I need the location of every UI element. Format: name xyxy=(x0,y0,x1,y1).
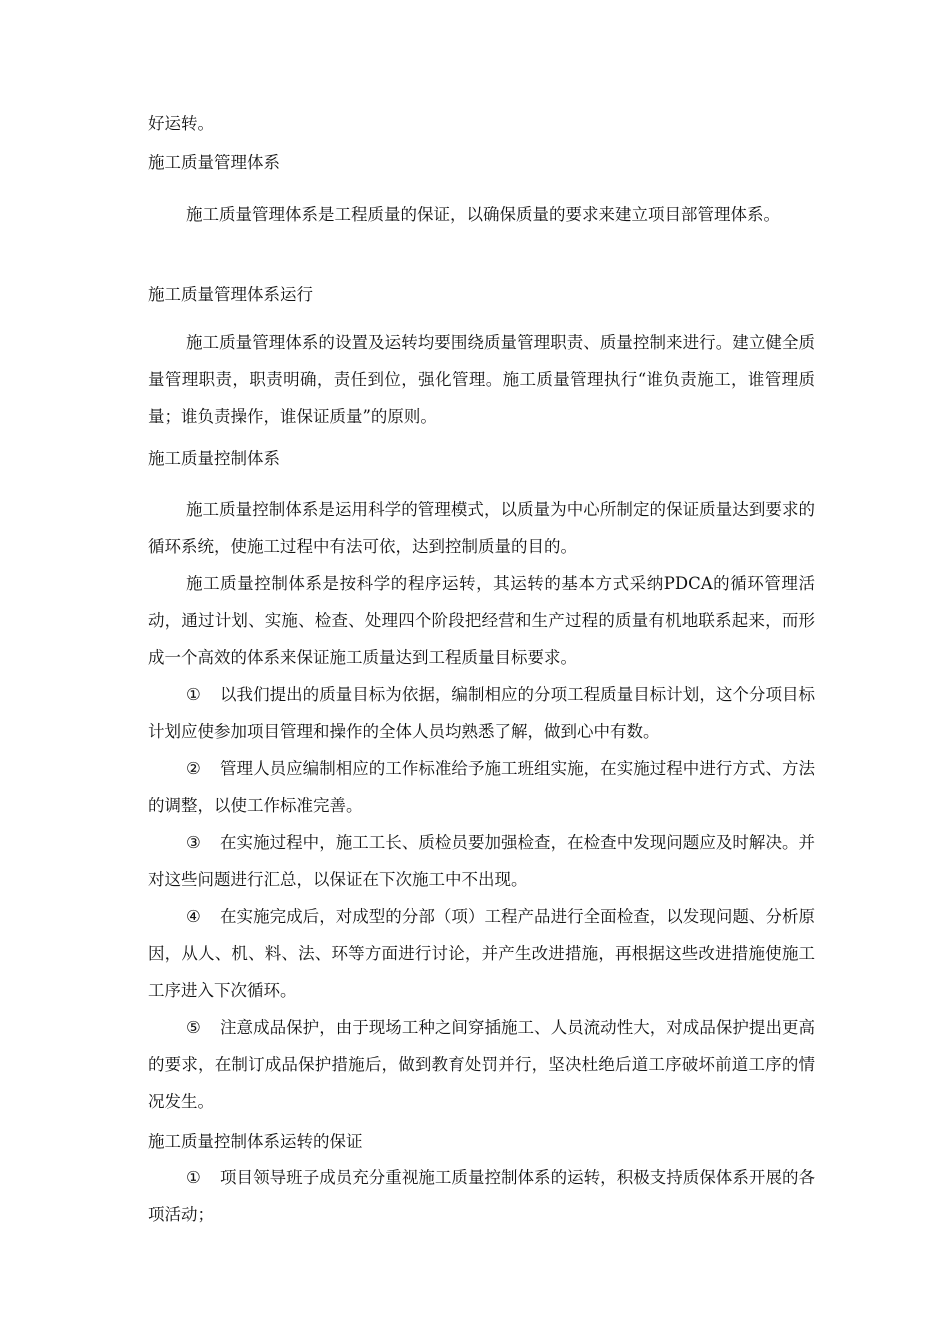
text-line: 好运转。 xyxy=(148,114,214,133)
section-heading-management-operation: 施工质量管理体系运行 xyxy=(148,285,313,304)
paragraph-quality-control-system: 施工质量控制体系是运用科学的管理模式，以质量为中心所制定的保证质量达到要求的循环系统，使施工过程中有法可依，达到控制质量的目的。 xyxy=(148,500,815,556)
section-heading-quality-control-system: 施工质量控制体系 xyxy=(148,449,280,468)
paragraph-management-operation: 施工质量管理体系的设置及运转均要围绕质量管理职责、质量控制来进行。建立健全质量管理职责，职责明确，责任到位，强化管理。施工质量管理执行“谁负责施工，谁管理质量；谁负责操作，谁保证质量”的原则。 xyxy=(148,333,815,426)
list-item-text: 以我们提出的质量目标为依据，编制相应的分项工程质量目标计划，这个分项目标计划应使参加项目管理和操作的全体人员均熟悉了解，做到心中有数。 xyxy=(148,685,815,741)
paragraph-pdca-cycle: 施工质量控制体系是按科学的程序运转，其运转的基本方式采纳PDCA的循环管理活动，通过计划、实施、检查、处理四个阶段把经营和生产过程的质量有机地联系起来，而形成一个高效的体系来保证施工质量达到工程质量目标要求。 xyxy=(148,574,815,667)
list-item xyxy=(148,1009,815,1120)
list-item-text: 注意成品保护，由于现场工种之间穿插施工、人员流动性大，对成品保护提出更高的要求，在制订成品保护措施后，做到教育处罚并行，坚决杜绝后道工序破坏前道工序的情况发生。 xyxy=(148,1018,815,1111)
paragraph-quality-management-system: 施工质量管理体系是工程质量的保证，以确保质量的要求来建立项目部管理体系。 xyxy=(186,205,780,224)
list-item-number: ① xyxy=(186,685,201,704)
list-item-number: ③ xyxy=(186,833,201,852)
list-item-text: 在实施过程中，施工工长、质检员要加强检查，在检查中发现问题应及时解决。并对这些问题进行汇总，以保证在下次施工中不出现。 xyxy=(148,833,815,889)
list-item-number: ② xyxy=(186,759,201,778)
list-item xyxy=(148,898,815,1009)
list-item xyxy=(148,676,815,750)
list-item-number: ① xyxy=(186,1168,201,1187)
list-item-number: ⑤ xyxy=(186,1018,201,1037)
section-heading-quality-management-system: 施工质量管理体系 xyxy=(148,153,280,172)
list-item-text: 在实施完成后，对成型的分部（项）工程产品进行全面检查，以发现问题、分析原因，从人、机、料、法、环等方面进行讨论，并产生改进措施，再根据这些改进措施使施工工序进入下次循环。 xyxy=(148,907,815,1000)
list-item-number: ④ xyxy=(186,907,201,926)
list-item xyxy=(148,1159,815,1233)
list-item-text: 项目领导班子成员充分重视施工质量控制体系的运转，积极支持质保体系开展的各项活动； xyxy=(148,1168,815,1224)
list-item xyxy=(148,750,815,824)
section-heading-control-system-guarantee: 施工质量控制体系运转的保证 xyxy=(148,1132,363,1151)
list-item-text: 管理人员应编制相应的工作标准给予施工班组实施，在实施过程中进行方式、方法的调整，以使工作标准完善。 xyxy=(148,759,815,815)
list-item xyxy=(148,824,815,898)
